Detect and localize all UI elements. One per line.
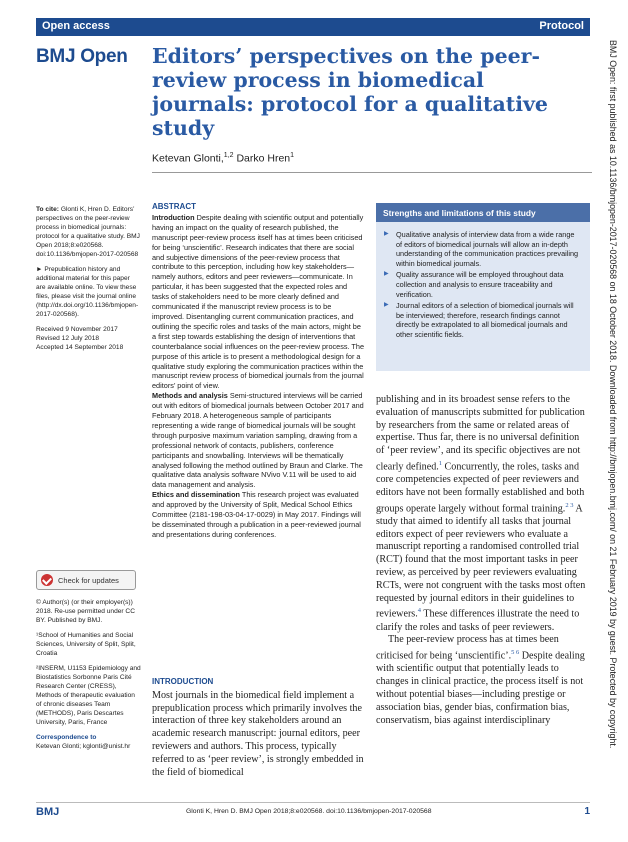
- sidebar-affiliations: [36, 598, 142, 757]
- history-dates: [36, 325, 140, 352]
- accepted-date: Accepted 14 September 2018: [36, 344, 124, 351]
- check-updates-label: Check for updates: [58, 575, 119, 585]
- affiliation-2: ²INSERM, U1153 Epidemiology and Biostatistics Sorbonne Paris Cité Research Center (CRESS), Methods of therapeutic evaluation of chronic diseases Team (METHODS), Paris Descartes University, Paris, France: [36, 665, 141, 726]
- abstract-intro: [152, 213, 364, 391]
- introduction: [152, 676, 364, 779]
- correspondence-text: Ketevan Glonti; kglonti@unist.hr: [36, 743, 131, 750]
- abstract-ethics-text: This research project was evaluated and approved by the University of Split, Medical School Ethics Committee (2181-198-03-04-17-0029) in May 2017. Findings will be disseminated through a publication in a peer-reviewed journal and presentations during conferences.: [152, 490, 361, 539]
- title-divider: [152, 172, 592, 173]
- cite-text: Glonti K, Hren D. Editors’ perspectives on the peer-review process in biomedical journals: protocol for a qualitative study. BMJ Open 2018;8:e020568. doi:10.1136/bmjopen-2017-020568: [36, 206, 140, 258]
- body-text-right: [376, 394, 590, 727]
- body-paragraph-1: [376, 394, 590, 634]
- reference-link[interactable]: 5 6: [511, 649, 520, 657]
- correspondence-heading: Correspondence to: [36, 734, 97, 741]
- author-1: Ketevan Glonti,: [152, 152, 224, 165]
- page-number: 1: [584, 806, 590, 817]
- prepub-note: ► Prepublication history and additional material for this paper are available online. To view these files, please visit the journal online (http://dx.doi.org/10.1136/bmjopen-2017-020568).: [36, 266, 139, 318]
- author-list: [152, 152, 294, 165]
- abstract-ethics-label: Ethics and dissemination: [152, 490, 240, 500]
- abstract-intro-text: Despite dealing with scientific output and potentially having an impact on the quality of research published, the manuscript peer-review process itself has at times been criticised for being ‘unscientific’. Research indicates that there are social and subjective dimensions of the peer-review process that contribute to this perception, including how key stakeholders—namely authors, editors and peer reviewers—communicate. In particular, it has been suggested that the expected roles and tasks of stakeholders need to be more clearly defined and communicated if the manuscript review process is to be improved. Disentangling current communication practices, and outlining the specific roles and tasks of the main actors, might be a first step towards establishing the design of interventions that counterbalance social influences on the peer-review process. The purpose of this article is to present a methodological design for a qualitative study exploring the communication practices within the manuscript review process of biomedical journals from the journal editors’ point of view.: [152, 212, 365, 391]
- footer-citation: Glonti K, Hren D. BMJ Open 2018;8:e020568. doi:10.1136/bmjopen-2017-020568: [186, 808, 432, 815]
- abstract: [152, 202, 364, 540]
- strengths-item: ▶ Quality assurance will be employed throughout data collection and analysis to ensure traceability and verification.: [384, 270, 582, 299]
- abstract-methods-label: Methods and analysis: [152, 391, 228, 401]
- affiliation-1: ¹School of Humanities and Social Sciences, University of Split, Split, Croatia: [36, 632, 136, 657]
- check-updates-icon: [41, 574, 53, 586]
- cite-label: To cite:: [36, 206, 59, 213]
- vertical-side-note: BMJ Open: first published as 10.1136/bmjopen-2017-020568 on 18 October 2018. Downloaded from http://bmjopen.bmj.com/ on 21 February 2019 by guest. Protected by copyright.: [608, 40, 618, 749]
- check-updates-button[interactable]: [36, 570, 136, 590]
- body-text: Concurrently, the roles, tasks and core competencies expected of peer reviewers and editors have not been formally established and both groups operate largely without formal training.: [376, 461, 585, 515]
- cite-block: [36, 205, 140, 259]
- strengths-item: ▶ Qualitative analysis of interview data from a wide range of editors of biomedical journals will allow an in-depth understanding of the communication practices prevailing within biomedical journals.: [384, 230, 582, 268]
- copyright-note: © Author(s) (or their employer(s)) 2018. Re-use permitted under CC BY. Published by BMJ.: [36, 599, 135, 624]
- strengths-heading: Strengths and limitations of this study: [376, 203, 590, 222]
- body-text: publishing and in its broadest sense refers to the evaluation of manuscripts submitted for publication by researchers from the same or related areas of expertise. Thus far, there is no universal definition of ‘peer review’, and its specific objectives are not clearly defined.: [376, 394, 585, 473]
- reference-link[interactable]: 4: [417, 607, 422, 615]
- abstract-intro-label: Introduction: [152, 212, 195, 222]
- author-1-affiliation: 1,2: [223, 152, 234, 159]
- reference-link[interactable]: 1: [438, 459, 443, 467]
- sidebar-info: [36, 205, 140, 358]
- abstract-methods: [152, 391, 364, 490]
- received-date: Received 9 November 2017: [36, 326, 118, 333]
- body-text: The peer-review process has at times been criticised for being ‘unscientific’.: [376, 634, 559, 662]
- top-banner: [36, 18, 590, 36]
- strengths-list: [376, 222, 590, 340]
- body-paragraph-2: [376, 634, 590, 727]
- open-access-label: Open access: [42, 20, 110, 32]
- body-text: Despite dealing with scientific output that potentially leads to changes in clinical practice, the process itself is not without potential biases—including prestige or association bias, gender bias, confirmation bias, conservatism, bias against interdisciplinary: [376, 650, 585, 726]
- footer-divider: [36, 802, 590, 803]
- author-2-affiliation: 1: [290, 152, 295, 159]
- body-text: These differences illustrate the need to clarify the roles and tasks of peer reviewers.: [376, 608, 580, 633]
- author-2: Darko Hren: [233, 152, 291, 165]
- article-title: Editors’ perspectives on the peer-review process in biomedical journals: protocol for a qualitative study: [152, 44, 548, 140]
- reference-link[interactable]: 2 3: [565, 501, 574, 509]
- introduction-text: Most journals in the biomedical field implement a prepublication process which primarily involves the interaction of three key stakeholders around an academic research manuscript: journal editors, peer reviewers and authors. This process, typically referred to as ‘peer review’, is strongly embedded in the field of biomedical: [152, 689, 364, 778]
- body-text: A study that aimed to identify all tasks that journal editors expect of peer reviewers who evaluate a manuscript reporting a randomised controlled trial (RCT) found that the most important tasks in peer review, as perceived by peer reviewers evaluating RCTs, were not congruent with the tasks most often requested by journal editors in their guidelines to reviewers.: [376, 503, 586, 620]
- strengths-item: ▶ Journal editors of a selection of biomedical journals will be interviewed; therefore, research findings cannot directly be extrapolated to all biomedical journals and other scientific fields.: [384, 301, 582, 339]
- abstract-methods-text: Semi-structured interviews will be carried out with editors of biomedical journals between October 2017 and February 2018. A heterogeneous sample of participants representing a wide range of biomedical journals will be sought through purposive maximum variation sampling, drawing from a professional network of contacts, publishers, conference participants and snowballing. Interviews will be thematically analysed following the method outlined by Braun and Clarke. The qualitative data analysis software NVivo V.11 will be used to aid data management and analysis.: [152, 391, 364, 490]
- page-footer: [36, 806, 590, 820]
- abstract-heading: ABSTRACT: [152, 202, 196, 211]
- revised-date: Revised 12 July 2018: [36, 335, 100, 342]
- footer-logo: BMJ: [36, 806, 60, 818]
- section-label: Protocol: [539, 20, 584, 32]
- abstract-ethics: [152, 490, 364, 540]
- correspondence: [36, 733, 142, 751]
- journal-brand: BMJ Open: [36, 46, 128, 67]
- introduction-heading: INTRODUCTION: [152, 677, 214, 686]
- strengths-limitations-box: [376, 203, 590, 371]
